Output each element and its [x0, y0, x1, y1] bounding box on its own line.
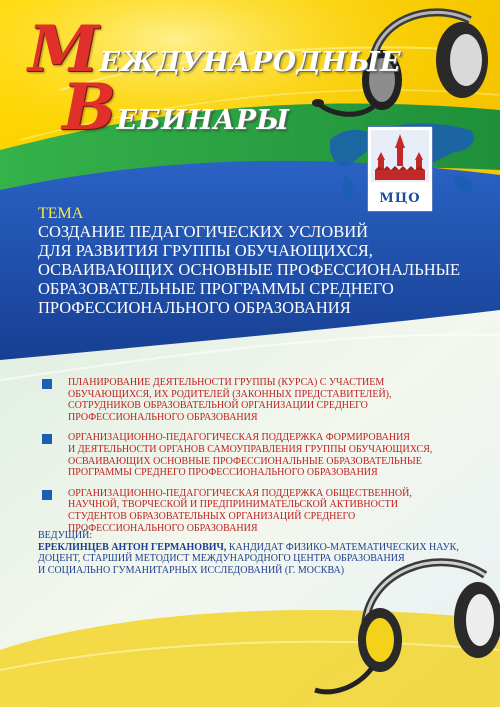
agenda-line: ОРГАНИЗАЦИОННО-ПЕДАГОГИЧЕСКАЯ ПОДДЕРЖКА ОБЩЕСТВЕННОЙ,	[68, 487, 412, 499]
presenter-name: ЕРЕКЛИНЦЕВ АНТОН ГЕРМАНОВИЧ,	[38, 541, 227, 553]
square-bullet-icon	[42, 434, 52, 444]
agenda-item-text	[68, 432, 462, 478]
topic-line: СОЗДАНИЕ ПЕДАГОГИЧЕСКИХ УСЛОВИЙ	[38, 222, 369, 241]
agenda-line: НАУЧНОЙ, ТВОРЧЕСКОЙ И ПРЕДПРИНИМАТЕЛЬСКОЙ АКТИВНОСТИ	[68, 499, 398, 511]
presenter-line-1	[38, 542, 478, 554]
square-bullet-icon	[42, 379, 52, 389]
presenter-line-3: И СОЦИАЛЬНО ГУМАНИТАРНЫХ ИССЛЕДОВАНИЙ (Г. МОСКВА)	[38, 564, 345, 576]
agenda-item	[42, 432, 462, 478]
presenter-label: ВЕДУЩИЙ:	[38, 530, 93, 541]
mco-logo	[367, 126, 433, 212]
topic-label: ТЕМА	[38, 205, 84, 222]
logo-label: МЦО	[379, 191, 421, 206]
topic-line: ОБРАЗОВАТЕЛЬНЫЕ ПРОГРАММЫ СРЕДНЕГО	[38, 279, 394, 298]
title-initial-v: В	[62, 70, 117, 145]
title-initial-m: М	[28, 12, 100, 87]
agenda-line: ПЛАНИРОВАНИЕ ДЕЯТЕЛЬНОСТИ ГРУППЫ (КУРСА) С УЧАСТИЕМ	[68, 377, 385, 388]
title-rest-1: ЕЖДУНАРОДНЫЕ	[99, 47, 402, 78]
agenda-line: ОРГАНИЗАЦИОННО-ПЕДАГОГИЧЕСКАЯ ПОДДЕРЖКА ФОРМИРОВАНИЯ	[68, 432, 410, 444]
presenter-line-2: ДОЦЕНТ, СТАРШИЙ МЕТОДИСТ МЕЖДУНАРОДНОГО ЦЕНТРА ОБРАЗОВАНИЯ	[38, 553, 405, 565]
topic-line: ДЛЯ РАЗВИТИЯ ГРУППЫ ОБУЧАЮЩИХСЯ,	[38, 241, 373, 260]
square-bullet-icon	[42, 490, 52, 500]
agenda-line: ОСВАИВАЮЩИХ ОСНОВНЫЕ ПРОФЕССИОНАЛЬНЫЕ ОБРАЗОВАТЕЛЬНЫЕ	[68, 455, 422, 467]
agenda-item	[42, 377, 462, 423]
topic-line: ОСВАИВАЮЩИХ ОСНОВНЫЕ ПРОФЕССИОНАЛЬНЫЕ	[38, 260, 461, 279]
agenda-line: И ДЕЯТЕЛЬНОСТИ ОРГАНОВ САМОУПРАВЛЕНИЯ ГРУППЫ ОБУЧАЮЩИХСЯ,	[68, 443, 433, 455]
agenda-item-text	[68, 488, 462, 534]
agenda-line: СОТРУДНИКОВ ОБРАЗОВАТЕЛЬНОЙ ОРГАНИЗАЦИИ СРЕДНЕГО	[68, 400, 368, 412]
title-rest-2: ЕБИНАРЫ	[116, 105, 290, 136]
agenda-line: ОБУЧАЮЩИХСЯ, ИХ РОДИТЕЛЕЙ (ЗАКОННЫХ ПРЕДСТАВИТЕЛЕЙ),	[68, 388, 392, 400]
agenda-list	[42, 377, 462, 543]
agenda-line: ПРОФЕССИОНАЛЬНОГО ОБРАЗОВАНИЯ	[68, 522, 258, 534]
topic-title	[38, 222, 478, 317]
presenter-info	[38, 530, 478, 576]
agenda-line: ПРОГРАММЫ СРЕДНЕГО ПРОФЕССИОНАЛЬНОГО ОБРАЗОВАНИЯ	[68, 467, 378, 479]
agenda-line: СТУДЕНТОВ ОБРАЗОВАТЕЛЬНЫХ ОРГАНИЗАЦИЙ СРЕДНЕГО	[68, 510, 356, 522]
title-line-2	[62, 70, 290, 145]
topic-line: ПРОФЕССИОНАЛЬНОГО ОБРАЗОВАНИЯ	[38, 298, 351, 317]
agenda-item	[42, 488, 462, 534]
agenda-item-text	[68, 377, 462, 423]
presenter-degree: КАНДИДАТ ФИЗИКО-МАТЕМАТИЧЕСКИХ НАУК,	[226, 541, 459, 553]
agenda-line: ПРОФЕССИОНАЛЬНОГО ОБРАЗОВАНИЯ	[68, 411, 258, 423]
